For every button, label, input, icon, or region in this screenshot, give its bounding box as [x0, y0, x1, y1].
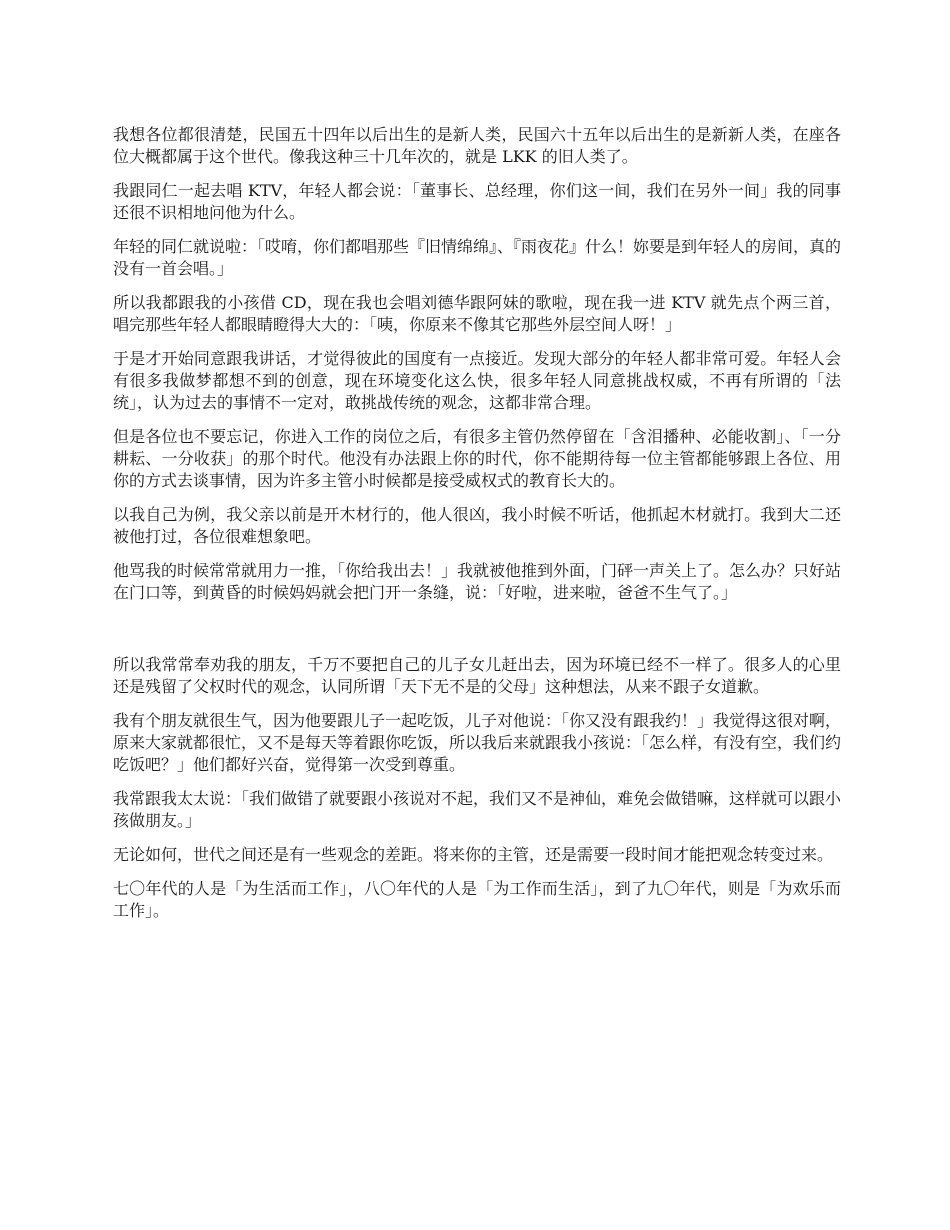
paragraph: 我有个朋友就很生气，因为他要跟儿子一起吃饭，儿子对他说：「你又没有跟我约！」我觉得这很对啊，原来大家就都很忙，又不是每天等着跟你吃饭，所以我后来就跟我小孩说：「怎么样，有没有空，我们约吃饭吧？」他们都好兴奋，觉得第一次受到尊重。: [113, 711, 842, 774]
paragraph: 所以我常常奉劝我的朋友，千万不要把自己的儿子女儿赶出去，因为环境已经不一样了。很多人的心里还是残留了父权时代的观念，认同所谓「天下无不是的父母」这种想法，从来不跟子女道歉。: [113, 655, 841, 696]
section-break: [113, 616, 841, 654]
paragraph: 七〇年代的人是「为生活而工作」，八〇年代的人是「为工作而生活」，到了九〇年代，则是「为欢乐而工作」。: [113, 879, 841, 920]
paragraph: 年轻的同仁就说啦：「哎唷，你们都唱那些『旧情绵绵』、『雨夜花』什么！妳要是到年轻人的房间，真的没有一首会唱。」: [113, 237, 842, 278]
paragraph: 我跟同仁一起去唱 KTV，年轻人都会说：「董事长、总经理，你们这一间，我们在另外一间」我的同事还很不识相地问他为什么。: [113, 181, 841, 222]
paragraph: 无论如何，世代之间还是有一些观念的差距。将来你的主管，还是需要一段时间才能把观念转变过来。: [113, 845, 834, 864]
paragraph: 我想各位都很清楚，民国五十四年以后出生的是新人类，民国六十五年以后出生的是新新人类，在座各位大概都属于这个世代。像我这种三十几年次的，就是 LKK 的旧人类了。: [113, 125, 841, 166]
paragraph: 但是各位也不要忘记，你进入工作的岗位之后，有很多主管仍然停留在「含泪播种、必能收割」、「一分耕耘、一分收获」的那个时代。他没有办法跟上你的时代，你不能期待每一位主管都能够跟上各位、用你的方式去谈事情，因为许多主管小时候都是接受威权式的教育长大的。: [113, 427, 841, 490]
paragraph: 于是才开始同意跟我讲话，才觉得彼此的国度有一点接近。发现大部分的年轻人都非常可爱。年轻人会有很多我做梦都想不到的创意，现在环境变化这么快，很多年轻人同意挑战权威，不再有所谓的「法统」，认为过去的事情不一定对，敢挑战传统的观念，这都非常合理。: [113, 349, 841, 412]
paragraph: 以我自己为例，我父亲以前是开木材行的，他人很凶，我小时候不听话，他抓起木材就打。我到大二还被他打过，各位很难想象吧。: [113, 505, 841, 546]
paragraph: 所以我都跟我的小孩借 CD，现在我也会唱刘德华跟阿妹的歌啦，现在我一进 KTV 就先点个两三首，唱完那些年轻人都眼睛瞪得大大的：「咦，你原来不像其它那些外层空间人呀！」: [113, 293, 841, 334]
paragraph: 他骂我的时候常常就用力一推，「你给我出去！」我就被他推到外面，门砰一声关上了。怎么办？只好站在门口等，到黄昏的时候妈妈就会把门开一条缝，说：「好啦，进来啦，爸爸不生气了。」: [113, 561, 842, 602]
document-body: [113, 124, 841, 934]
paragraph: 我常跟我太太说：「我们做错了就要跟小孩说对不起，我们又不是神仙，难免会做错嘛，这样就可以跟小孩做朋友。」: [113, 789, 842, 830]
